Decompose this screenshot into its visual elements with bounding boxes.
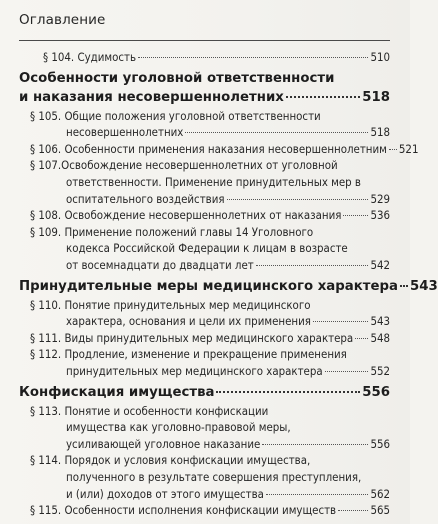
toc-entry-114-line2[interactable] xyxy=(19,470,390,484)
toc-page-number: 556 xyxy=(362,384,390,400)
dot-leader xyxy=(338,510,368,511)
toc-entry-label: § 109. Применение положений главы 14 Уголовного xyxy=(30,224,314,239)
header-divider xyxy=(19,40,390,41)
toc-page-number: 543 xyxy=(370,314,390,329)
toc-entry-114-line1[interactable] xyxy=(19,453,390,467)
toc-section-title: и наказания несовершеннолетних xyxy=(19,89,284,105)
toc-entry-label: § 110. Понятие принудительных мер медицинского xyxy=(30,297,311,312)
toc-section-title: Принудительные меры медицинского характера xyxy=(19,278,399,294)
toc-entry-label: § 111. Виды принудительных мер медицинского характера xyxy=(30,330,354,345)
toc-entry-label: полученного в результате совершения преступления, xyxy=(66,470,362,484)
dot-leader xyxy=(313,321,369,322)
toc-page-number: 556 xyxy=(370,436,390,451)
dot-leader xyxy=(262,444,368,445)
toc-entry-label: § 112. Продление, изменение и прекращение применения xyxy=(30,347,347,362)
toc-entry-115[interactable] xyxy=(19,503,390,517)
toc-entry-107-line2[interactable] xyxy=(19,175,390,189)
dot-leader xyxy=(389,149,397,150)
toc-section-1-line2[interactable] xyxy=(19,90,390,105)
toc-entry-label: оспитательного воздействия xyxy=(66,191,225,206)
dot-leader xyxy=(325,371,369,372)
toc-page-number: 521 xyxy=(398,141,419,156)
dot-leader xyxy=(216,391,360,393)
toc-entry-111[interactable] xyxy=(19,331,390,345)
toc-page-number: 565 xyxy=(370,503,390,518)
toc-entry-label: ответственности. Применение принудительных мер в xyxy=(66,175,361,189)
dot-leader xyxy=(286,96,360,98)
toc-entry-label: несовершеннолетних xyxy=(66,125,184,140)
toc-entry-label: § 114. Порядок и условия конфискации имущества, xyxy=(30,453,311,468)
toc-section-3[interactable] xyxy=(19,385,390,400)
toc-entry-114-line3[interactable] xyxy=(19,487,390,501)
toc-page-number: 552 xyxy=(370,364,390,378)
toc-section-1-line1[interactable] xyxy=(19,71,390,86)
toc-entry-label: § 108. Освобождение несовершеннолетних от наказания xyxy=(30,208,342,223)
dot-leader xyxy=(400,285,408,287)
toc-entry-106[interactable] xyxy=(19,141,419,156)
toc-entry-113-line1[interactable] xyxy=(19,404,390,418)
toc-section-2[interactable] xyxy=(19,278,438,294)
toc-entry-label: имущества как уголовно-правовой меры, xyxy=(66,420,291,435)
toc-page-number: 548 xyxy=(370,330,390,345)
toc-entry-109-line1[interactable] xyxy=(19,225,390,239)
toc-page-number: 542 xyxy=(370,258,390,272)
toc-section-title: Конфискация имущества xyxy=(19,384,215,400)
toc-entry-109-line3[interactable] xyxy=(19,258,390,272)
toc-page-number: 518 xyxy=(362,89,390,105)
toc-entry-105-line2[interactable] xyxy=(19,125,390,139)
toc-entry-label: кодекса Российской Федерации к лицам в возрасте xyxy=(66,241,348,256)
toc-entry-104[interactable] xyxy=(19,50,390,64)
toc-entry-label: § 106. Особенности применения наказания несовершеннолетним xyxy=(30,141,387,156)
dot-leader xyxy=(227,199,369,200)
toc-entry-label: § 104. Судимость xyxy=(43,50,137,64)
toc-entry-label: § 105. Общие положения уголовной ответственности xyxy=(30,108,321,123)
toc-entry-label: § 115. Особенности исполнения конфискации имуществ xyxy=(30,503,337,518)
toc-entry-label: и (или) доходов от этого имущества xyxy=(66,486,264,501)
toc-entry-112-line1[interactable] xyxy=(19,347,390,361)
toc-entry-108[interactable] xyxy=(19,208,390,222)
dot-leader xyxy=(355,338,368,339)
page-header-title: Оглавление xyxy=(19,12,106,28)
toc-entry-107-line1[interactable] xyxy=(19,158,390,172)
dot-leader xyxy=(343,215,368,216)
dot-leader xyxy=(266,494,368,495)
dot-leader xyxy=(256,265,369,266)
toc-entry-112-line2[interactable] xyxy=(19,364,390,378)
toc-entry-110-line2[interactable] xyxy=(19,314,390,328)
toc-page-number: 543 xyxy=(410,278,438,294)
toc-entry-109-line2[interactable] xyxy=(19,241,390,255)
dot-leader xyxy=(138,57,368,58)
toc-page-number: 536 xyxy=(370,208,390,223)
toc-entry-105-line1[interactable] xyxy=(19,109,390,123)
toc-entry-label: характера, основания и цели их применения xyxy=(66,314,311,329)
toc-entry-label: от восемнадцати до двадцати лет xyxy=(66,258,254,272)
toc-entry-label: § 107.Освобождение несовершеннолетних от уголовной xyxy=(30,158,338,173)
toc-entry-label: § 113. Понятие и особенности конфискации xyxy=(30,403,269,418)
toc-entry-107-line3[interactable] xyxy=(19,192,390,206)
toc-section-title: Особенности уголовной ответственности xyxy=(19,70,335,86)
toc-page-number: 510 xyxy=(370,50,390,64)
toc-entry-113-line3[interactable] xyxy=(19,437,390,451)
toc-page-number: 529 xyxy=(370,191,390,206)
toc-page-number: 562 xyxy=(370,486,390,501)
toc-page-number: 518 xyxy=(370,125,390,140)
toc-entry-110-line1[interactable] xyxy=(19,298,390,312)
toc-entry-label: усиливающей уголовное наказание xyxy=(66,436,261,451)
toc-entry-label: принудительных мер медицинского характера xyxy=(66,364,323,378)
dot-leader xyxy=(185,132,368,133)
toc-entry-113-line2[interactable] xyxy=(19,420,390,434)
